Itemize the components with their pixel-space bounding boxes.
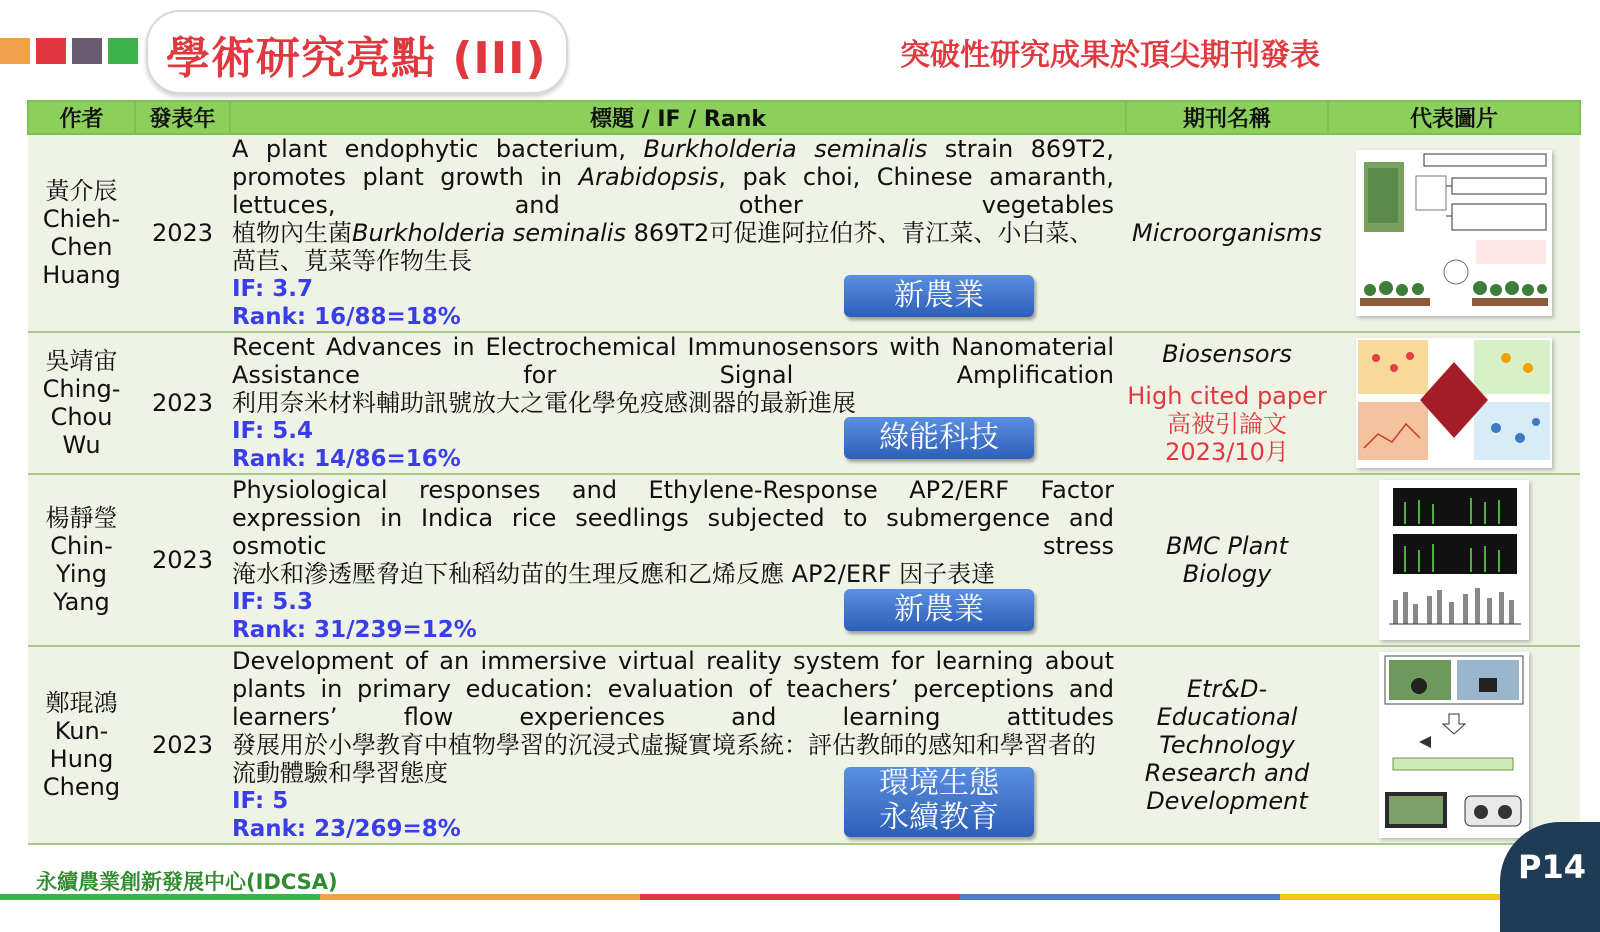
table-row: [28, 646, 1580, 844]
header-journal: 期刊名稱: [1126, 101, 1328, 134]
table-header-row: [28, 101, 1580, 134]
title-cell: [230, 134, 1126, 332]
header-title: 標題 / IF / Rank: [230, 101, 1126, 134]
journal-rank: Rank: 14/86=16%: [232, 446, 461, 472]
author-cell: [28, 332, 135, 474]
author-name-en: Chou Wu: [50, 403, 113, 459]
author-name-zh: 鄭琨鴻: [45, 689, 118, 717]
badge-line: 永續教育: [879, 800, 999, 835]
paper-title-zh: 發展用於小學教育中植物學習的沉浸式虛擬實境系統：評估教師的感知和學習者的流動體驗和學習態度: [232, 731, 1096, 787]
high-cited-note: High cited paper高被引論文2023/10月: [1127, 382, 1327, 466]
header-figure: 代表圖片: [1328, 101, 1580, 134]
footer-bar-segment: [640, 894, 960, 900]
paper-title-en: Physiological responses and Ethylene-Response AP2/ERF Factor expression in Indica rice seedlings subjected to submergence and osmotic stress: [232, 476, 1114, 560]
figure-cell: [1328, 474, 1580, 646]
author-name-en: Yang: [53, 588, 110, 616]
page-number: P14: [1518, 848, 1586, 886]
author-name-en: Cheng: [42, 773, 121, 801]
title-cell: [230, 332, 1126, 474]
year-cell: 2023: [135, 646, 230, 844]
footer-color-bar: [0, 894, 1600, 900]
author-name-en: Ching-: [42, 375, 121, 403]
author-cell: [28, 646, 135, 844]
impact-factor: IF: 5.3: [232, 589, 313, 615]
paper-title-en: A plant endophytic bacterium, Burkholderia seminalis strain 869T2, promotes plant growth in Arabidopsis, pak choi, Chinese amaranth, lettuces, and other vegetables: [232, 135, 1115, 219]
journal-cell: Microorganisms: [1126, 134, 1328, 332]
title-cell: [230, 646, 1126, 844]
author-name-en: Chen: [50, 233, 113, 261]
journal-cell: [1126, 332, 1328, 474]
table-row: [28, 474, 1580, 646]
page-subtitle: 突破性研究成果於頂尖期刊發表: [900, 38, 1320, 73]
footer-bar-segment: [960, 894, 1280, 900]
figure-cell: [1328, 134, 1580, 332]
footer-bar-segment: [320, 894, 640, 900]
impact-factor: IF: 5: [232, 788, 289, 814]
author-name-en: Ying: [56, 560, 107, 588]
category-badge: 新農業: [844, 275, 1034, 317]
title-cell: [230, 474, 1126, 646]
author-name-zh: 楊靜瑩: [45, 504, 118, 532]
figure-smart-farming-diagram: [1356, 150, 1552, 316]
paper-title-en: Development of an immersive virtual reality system for learning about plants in primary education: evaluation of teachers’ perceptions and learners’ flow experiences and learning attitudes: [232, 647, 1114, 731]
author-name-en: Huang: [42, 261, 121, 289]
footer-bar-segment: [0, 894, 320, 900]
paper-title-zh: 植物內生菌Burkholderia seminalis 869T2可促進阿拉伯芥、青江菜、小白菜、萵苣、莧菜等作物生長: [232, 219, 1094, 275]
journal-name: Biosensors: [1162, 340, 1292, 368]
page-title: 學術研究亮點 (III): [166, 33, 547, 84]
publications-table: [27, 100, 1581, 845]
author-name-en: Chieh-: [42, 205, 121, 233]
accent-square: [36, 38, 66, 64]
author-name-en: Chin-: [50, 532, 113, 560]
badge-line: 環境生態: [879, 766, 999, 801]
category-badge: 新農業: [844, 589, 1034, 631]
accent-square: [108, 38, 138, 64]
author-cell: [28, 474, 135, 646]
year-cell: 2023: [135, 134, 230, 332]
table-row: [28, 332, 1580, 474]
author-name-en: Kun-: [54, 717, 109, 745]
author-name-en: Hung: [49, 745, 114, 773]
table-row: [28, 134, 1580, 332]
accent-square: [0, 38, 30, 64]
journal-rank: Rank: 31/239=12%: [232, 617, 477, 643]
figure-immunosensor-diagram: [1356, 338, 1552, 468]
figure-rice-seedlings: [1379, 480, 1529, 640]
journal-cell: BMC Plant Biology: [1126, 474, 1328, 646]
year-cell: 2023: [135, 474, 230, 646]
journal-cell: Etr&D-Educational Technology Research and Development: [1126, 646, 1328, 844]
accent-square: [72, 38, 102, 64]
figure-cell: [1328, 332, 1580, 474]
header-year: 發表年: [135, 101, 230, 134]
paper-title-zh: 淹水和滲透壓脅迫下秈稻幼苗的生理反應和乙烯反應 AP2/ERF 因子表達: [232, 560, 996, 588]
category-badge: 綠能科技: [844, 417, 1034, 459]
journal-rank: Rank: 16/88=18%: [232, 304, 461, 330]
journal-rank: Rank: 23/269=8%: [232, 816, 461, 842]
figure-vr-system: [1379, 652, 1529, 838]
author-cell: [28, 134, 135, 332]
header-author: 作者: [28, 101, 135, 134]
author-name-zh: 黃介辰: [45, 177, 118, 205]
category-badge: [844, 767, 1034, 837]
figure-cell: [1328, 646, 1580, 844]
year-cell: 2023: [135, 332, 230, 474]
author-name-zh: 吳靖宙: [45, 347, 118, 375]
footer-org-name: 永續農業創新發展中心(IDCSA): [36, 870, 338, 894]
impact-factor: IF: 3.7: [232, 276, 313, 302]
paper-title-zh: 利用奈米材料輔助訊號放大之電化學免疫感測器的最新進展: [232, 389, 856, 417]
impact-factor: IF: 5.4: [232, 418, 313, 444]
paper-title-en: Recent Advances in Electrochemical Immunosensors with Nanomaterial Assistance for Signal Amplification: [232, 333, 1114, 389]
